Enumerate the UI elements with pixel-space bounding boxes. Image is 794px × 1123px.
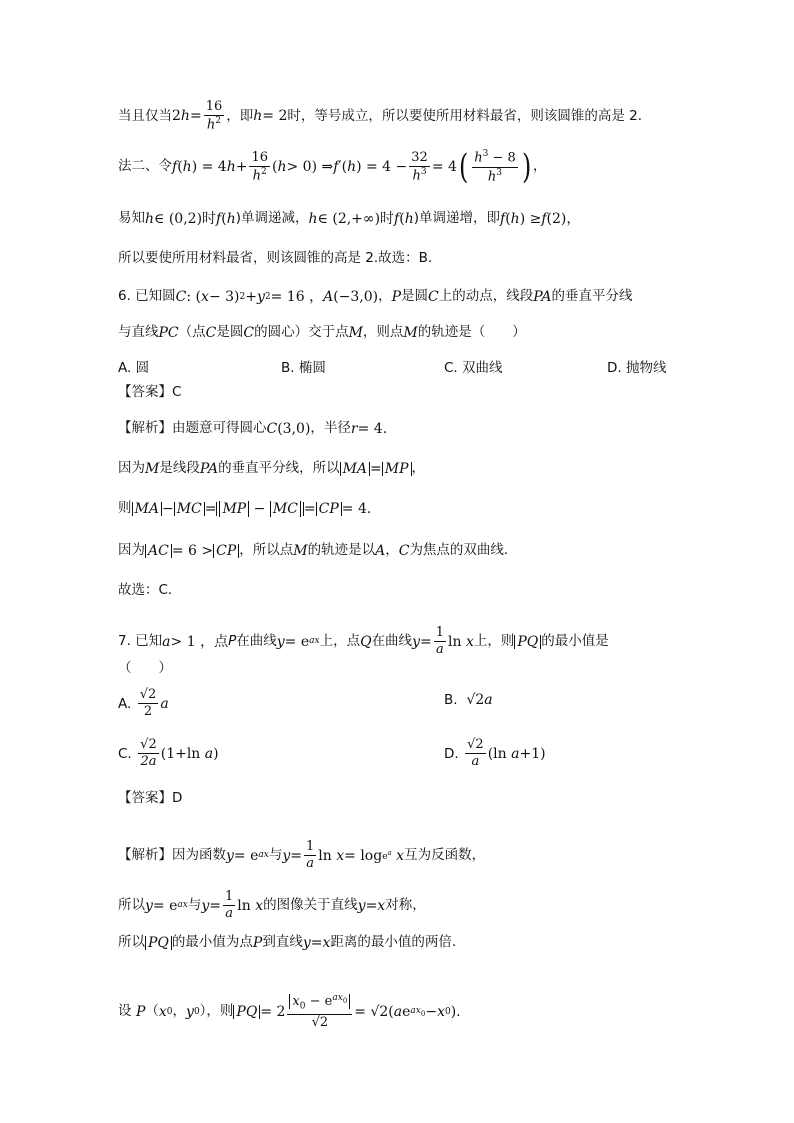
math: (: [177, 159, 183, 176]
math: a: [204, 745, 214, 762]
question-6-cont: [118, 326, 684, 340]
math: PA: [199, 461, 219, 477]
fraction: [304, 840, 316, 872]
solution-line-3: [118, 212, 684, 226]
math: =: [365, 897, 378, 914]
denominator: a: [471, 754, 480, 770]
text: 时，等号成立，所以要使所用材料最省，则该圆锥的高是 2.: [287, 107, 643, 124]
text: 的垂直平分线: [551, 288, 633, 305]
fraction: [138, 688, 159, 720]
math: = 6 >: [171, 543, 214, 559]
text: 距离的最小值的两倍.: [330, 934, 457, 951]
math: = e: [152, 897, 178, 914]
math: 0: [299, 1001, 306, 1012]
fraction: [465, 738, 486, 770]
math: ax: [410, 1005, 421, 1016]
text: 上的动点，线段: [438, 288, 534, 305]
math: PQ: [514, 635, 541, 649]
math: [216, 502, 303, 516]
choice-b: [444, 692, 493, 708]
math: PQ: [145, 936, 172, 950]
answer-6: 【答案】C: [118, 384, 182, 400]
math: (−3,0): [333, 289, 379, 305]
math: (: [221, 211, 227, 227]
text: 因为函数: [172, 847, 226, 864]
denominator: 2: [143, 704, 153, 720]
text: ，所以点: [239, 542, 294, 559]
denominator: 2a: [140, 754, 157, 770]
text: 上，则: [473, 633, 515, 650]
math: (ln: [487, 745, 507, 762]
denominator: [411, 167, 429, 184]
text: 【解析】: [118, 420, 172, 437]
numerator: [287, 994, 352, 1015]
question-7: [118, 626, 684, 658]
math: C: [398, 543, 410, 559]
text: 【解析】: [118, 847, 172, 864]
math: 2: [261, 166, 267, 177]
math: y: [201, 897, 210, 914]
text: 与: [187, 897, 202, 914]
text: 因为: [118, 542, 145, 559]
numerator: 1: [304, 840, 316, 856]
math: − 8: [488, 150, 516, 166]
text: 的最小值为点: [171, 934, 253, 951]
text: ，: [378, 288, 392, 305]
text: 的最小值是: [541, 633, 609, 650]
numerator: 16: [204, 100, 225, 116]
text: 与直线: [118, 324, 159, 341]
math: C: [205, 325, 217, 341]
numerator: [472, 150, 518, 168]
math: MP: [382, 462, 412, 476]
math: =: [290, 847, 302, 864]
numerator: 1: [223, 890, 235, 906]
math: −: [161, 501, 174, 517]
explanation-7-c: [118, 936, 684, 950]
math: x: [255, 897, 264, 914]
text: 则: [118, 500, 132, 517]
math: h: [412, 168, 421, 184]
text: ），则: [199, 1003, 234, 1020]
choice-label: B.: [444, 692, 458, 708]
math: PC: [158, 325, 179, 341]
math: h: [404, 211, 414, 227]
text: 是圆: [401, 288, 429, 305]
choice-a: [118, 688, 169, 720]
explanation-6-c: [118, 502, 684, 516]
explanation-7-a: [118, 840, 684, 872]
numerator: √2: [465, 738, 486, 754]
math: = 16 ，: [270, 289, 324, 305]
math: : (: [186, 289, 202, 305]
math: (1+ln: [160, 745, 201, 762]
text: 的图像关于直线: [263, 897, 358, 914]
numerator: 1: [434, 626, 446, 642]
fraction: [409, 151, 430, 184]
text: )单调递增，即: [413, 210, 501, 227]
math: P: [135, 1004, 146, 1021]
math: h: [308, 211, 318, 227]
math: 3: [482, 149, 489, 159]
math: h: [226, 211, 236, 227]
math: (: [388, 1004, 394, 1021]
math: 0: [342, 996, 348, 1005]
math: 3: [496, 167, 503, 178]
math: x: [158, 1004, 167, 1021]
math: =: [209, 897, 221, 914]
explanation-6-b: [118, 462, 684, 476]
math: .: [382, 421, 388, 437]
math: h: [510, 211, 520, 227]
math: y: [226, 847, 234, 864]
right-paren: ): [521, 147, 532, 188]
text: 6. 已知圆: [118, 288, 176, 305]
math: 0: [166, 1006, 173, 1017]
math: a: [160, 695, 169, 712]
numerator: √2: [138, 688, 159, 704]
math: x: [396, 847, 405, 864]
math: MA: [132, 502, 162, 516]
text: 是圆: [216, 324, 244, 341]
math: 2: [264, 291, 271, 302]
text: 到直线: [262, 934, 303, 951]
math: 2: [215, 116, 222, 127]
math: C: [266, 421, 278, 437]
explanation-6-a: [118, 422, 684, 436]
math: = 4: [431, 159, 457, 176]
math: Q: [360, 633, 372, 650]
text: ，即: [226, 107, 254, 124]
math: = log: [344, 847, 383, 864]
math: +: [245, 289, 257, 305]
math: y: [186, 1004, 194, 1021]
choice-c: C. 双曲线: [444, 360, 503, 376]
math: x: [465, 633, 474, 650]
math: a: [387, 848, 392, 857]
text: 上，点: [319, 633, 361, 650]
math: ax: [332, 993, 343, 1003]
math: =: [419, 633, 432, 650]
math: =: [204, 501, 217, 517]
text: 设: [118, 1003, 132, 1020]
explanation-6-e: 故选：C.: [118, 582, 173, 598]
math: y: [256, 289, 265, 305]
math: (: [272, 159, 278, 176]
text: 是线段: [159, 460, 200, 477]
text: 由题意可得圆心: [172, 420, 267, 437]
math: h: [145, 211, 155, 227]
choice-label: C.: [118, 745, 132, 762]
math: 0: [444, 1006, 451, 1017]
math: ax: [177, 900, 188, 911]
text: 7. 已知: [118, 633, 163, 650]
math: f: [333, 159, 339, 176]
math: > 1 ，点: [170, 633, 229, 650]
math: MP: [219, 501, 249, 517]
math: ∈ (0,2)时: [154, 211, 217, 227]
math: +: [235, 159, 248, 176]
text: 对称，: [385, 897, 426, 914]
text: 的圆心）交于点: [254, 324, 349, 341]
text: 互为反函数，: [404, 847, 486, 864]
math: ax: [309, 636, 320, 647]
math: f: [541, 211, 547, 227]
numerator: √2: [138, 738, 159, 754]
text: 法二、令: [118, 158, 172, 175]
solution-line-2: [118, 147, 684, 188]
math: A: [323, 289, 334, 305]
numerator: 16: [249, 151, 270, 167]
math: h: [487, 168, 497, 184]
fraction: [138, 738, 159, 770]
math: y: [412, 633, 420, 650]
denominator: [486, 168, 504, 185]
math: 2: [239, 291, 246, 302]
math: x: [377, 897, 386, 914]
math: [332, 993, 347, 1003]
fraction: [287, 994, 352, 1030]
text: 所以: [118, 934, 145, 951]
math: M: [403, 325, 418, 341]
math: e: [382, 851, 388, 862]
answer-7: 【答案】D: [118, 790, 183, 806]
numerator: 32: [409, 151, 430, 167]
math: C: [175, 289, 187, 305]
math: = 2: [260, 1004, 286, 1021]
math: y: [276, 633, 285, 650]
solution-line-4: 所以要使所用材料最省，则该圆锥的高是 2.故选：B.: [118, 250, 433, 266]
math: =: [310, 935, 323, 951]
math: x: [437, 1004, 445, 1021]
math: x: [336, 847, 345, 864]
math: > 0) ⇒: [286, 159, 334, 176]
math: C: [428, 289, 439, 305]
math: = e: [284, 633, 310, 650]
math: f: [394, 211, 400, 227]
math: h: [182, 159, 192, 176]
math: ln: [318, 847, 332, 864]
math: ) = 4 −: [356, 159, 408, 176]
choice-b: B. 椭圆: [281, 360, 326, 376]
text: 所以: [118, 897, 145, 914]
math: h: [253, 108, 263, 125]
math: ) = 4: [191, 159, 227, 176]
math: y: [302, 935, 311, 951]
math: ln: [448, 633, 462, 650]
choice-a: A. 圆: [118, 360, 150, 376]
math: x: [201, 289, 209, 305]
math: a: [511, 745, 520, 762]
math: 0: [193, 1006, 200, 1017]
math: =: [370, 461, 382, 477]
math: ∈ (2,+∞)时: [317, 211, 395, 227]
math: − 3): [208, 289, 240, 305]
math: f: [216, 211, 222, 227]
choice-d: [444, 738, 546, 770]
denominator: a: [306, 856, 315, 872]
math: = 4: [341, 501, 367, 517]
math: PQ: [233, 1005, 260, 1019]
math: a: [162, 633, 171, 650]
math: 0: [420, 1009, 426, 1018]
text: 的垂直平分线，所以: [218, 460, 340, 477]
fraction: [204, 100, 225, 133]
text: ，: [172, 1003, 187, 1020]
math: h: [206, 117, 216, 133]
math: MC: [270, 501, 301, 517]
math: h: [180, 108, 190, 125]
text: 易知: [118, 210, 145, 227]
math: x: [292, 994, 300, 1010]
choice-c: [118, 738, 219, 770]
math: √2: [466, 692, 485, 708]
text: ，半径: [310, 420, 351, 437]
text: 当且仅当: [118, 107, 172, 124]
denominator: [251, 167, 269, 184]
math: 2: [172, 108, 181, 125]
left-paren: (: [458, 147, 469, 188]
math: x: [322, 935, 331, 951]
text: ，: [385, 542, 399, 559]
math: MC: [174, 502, 205, 516]
explanation-7-b: [118, 890, 684, 922]
math: CP: [316, 502, 342, 516]
math: M: [145, 461, 160, 477]
text: P: [228, 633, 237, 650]
math: h: [277, 159, 287, 176]
math: h: [347, 159, 357, 176]
text: 因为: [118, 460, 145, 477]
math: (: [505, 211, 511, 227]
math: ).: [450, 1004, 461, 1021]
math: y: [282, 847, 291, 864]
text: 与: [268, 847, 283, 864]
math: (2)，: [546, 211, 581, 227]
math: y: [145, 897, 153, 914]
math: h: [252, 168, 262, 184]
math: =: [303, 501, 316, 517]
math: P: [391, 289, 402, 305]
math: h: [474, 150, 483, 166]
math: +1): [519, 745, 546, 762]
math: M: [348, 325, 363, 341]
math: MA: [340, 462, 370, 476]
question-6: [118, 290, 684, 304]
math: P: [252, 935, 263, 951]
math: M: [293, 543, 308, 559]
math: e: [402, 1004, 411, 1021]
math: ′(: [338, 159, 348, 176]
text: 为焦点的双曲线.: [409, 542, 509, 559]
math: ) ≥: [519, 211, 542, 227]
text: 的轨迹是以: [307, 542, 376, 559]
math: a: [393, 1004, 403, 1021]
denominator: √2: [311, 1014, 329, 1030]
fraction: [249, 151, 270, 184]
math: h: [226, 159, 236, 176]
text: 的轨迹是（ ）: [417, 324, 526, 341]
math: a: [484, 692, 493, 708]
choice-label: A.: [118, 695, 132, 712]
math: C: [243, 325, 255, 341]
math: −: [425, 1004, 438, 1021]
fraction: [223, 890, 235, 922]
text: （: [145, 1003, 159, 1020]
text: ，则点: [362, 324, 404, 341]
math: y: [357, 897, 366, 914]
math: AC: [145, 544, 172, 558]
math: PA: [533, 289, 552, 305]
math: = e: [233, 847, 259, 864]
fraction: [434, 626, 446, 658]
math: = 4: [357, 421, 383, 437]
text: 在曲线: [371, 633, 413, 650]
math: [410, 1007, 425, 1018]
math: r: [350, 421, 358, 437]
text: （点: [178, 324, 206, 341]
denominator: a: [435, 642, 444, 658]
math: − e: [305, 994, 333, 1010]
math: ax: [258, 850, 269, 861]
math: = √2: [354, 1004, 389, 1021]
math: 3: [420, 166, 427, 177]
denominator: [205, 116, 223, 133]
math: = 2: [262, 108, 288, 125]
explanation-6-d: [118, 544, 684, 558]
text: ，: [411, 460, 426, 477]
fraction: [472, 150, 518, 184]
math: A: [375, 543, 386, 559]
math: f: [500, 211, 506, 227]
question-7-cont: （ ）: [118, 660, 172, 676]
math: [289, 993, 350, 1012]
math: ln: [237, 897, 251, 914]
math: CP: [213, 544, 239, 558]
math: (: [399, 211, 405, 227]
math: [382, 850, 392, 862]
math: =: [189, 108, 202, 125]
math: −: [249, 501, 270, 517]
text: )单调递减，: [235, 210, 309, 227]
explanation-7-d: [118, 994, 684, 1030]
math: (3,0): [277, 421, 311, 437]
choice-d: D. 抛物线: [607, 360, 667, 376]
text: ，: [533, 158, 547, 175]
choice-label: D.: [444, 745, 459, 762]
math: f: [172, 159, 178, 176]
solution-line-1: [118, 100, 684, 133]
denominator: a: [225, 906, 234, 922]
text: 在曲线: [236, 633, 277, 650]
math: .: [366, 501, 372, 517]
math: ): [213, 745, 219, 762]
